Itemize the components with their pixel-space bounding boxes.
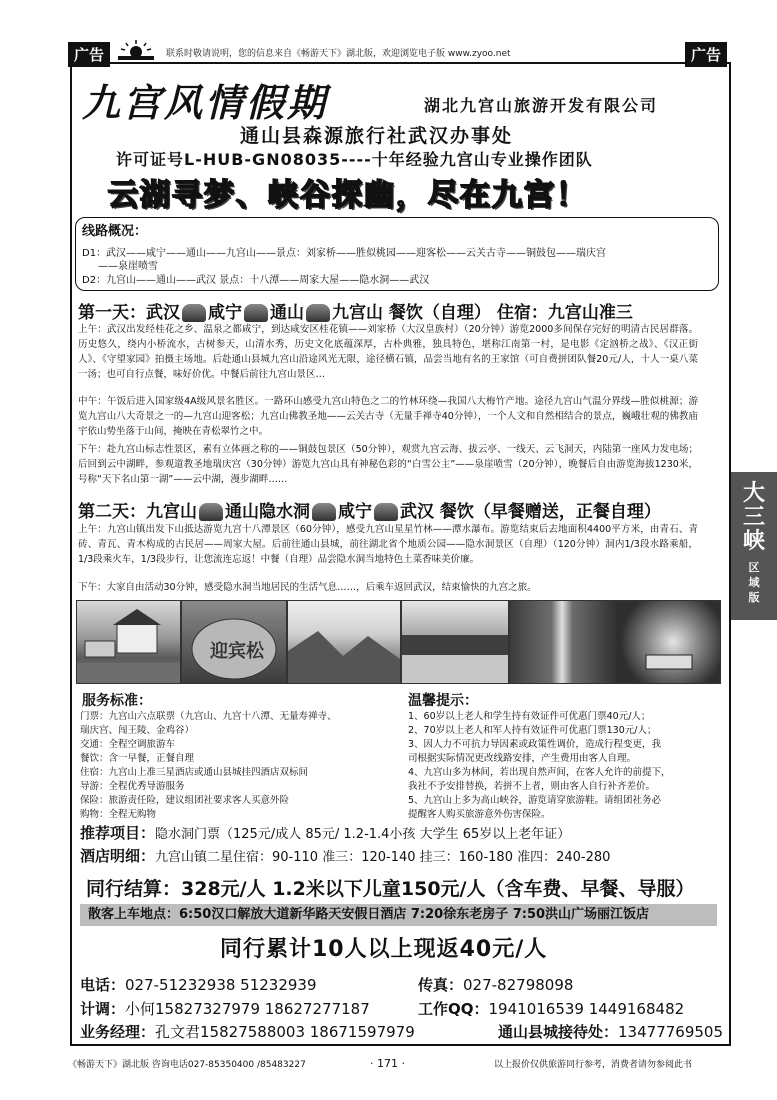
photo-village — [76, 600, 181, 684]
day2-heading-part1: 第二天：九宫山 — [78, 502, 197, 522]
service-title: 服务标准： — [82, 693, 152, 709]
planner-label: 计调： — [80, 1000, 126, 1018]
recommend-text: 隐水洞门票（125元/成人 85元/ 1.2-1.4小孩 大学生 65岁以上老年证） — [155, 827, 571, 842]
phone-label: 电话： — [80, 976, 126, 994]
ad-title: 九宫风情假期 — [82, 81, 329, 125]
recommend-label: 推荐项目： — [80, 824, 156, 842]
service-list — [80, 710, 337, 822]
phone-number: 027-51232938 51232939 — [125, 976, 317, 994]
day2-heading-part2: 通山隐水洞 — [225, 502, 310, 522]
company-name: 湖北九宫山旅游开发有限公司 — [424, 96, 659, 115]
tips-list — [408, 710, 671, 822]
day1-afternoon: 下午：赴九宫山标志性景区，素有立体画之称的——铜鼓包景区（50分钟），观赏九宫云海、拔云亭、一线天、云飞洞天，内陆第一座风力发电场；后回到云中湖畔，参观道教圣地瑞庆宫（30分钟）游览九宫山具有神秘色彩的“白雪公主”——泉崖喷雪（20分钟），晚餐后自由游览海拔1230米，号称“天下名山第一湖”——云中湖，漫步湖畔…… — [78, 444, 698, 485]
manager-contact: 孔文君15827588003 18671597979 — [155, 1023, 415, 1041]
route-heading: 线路概况： — [82, 224, 148, 239]
tips-title: 温馨提示： — [408, 693, 478, 709]
manager-line — [80, 1021, 415, 1042]
qq-label: 工作QQ： — [418, 1000, 489, 1018]
day1-heading-part1: 第一天：武汉 — [78, 303, 180, 323]
day1-heading — [78, 298, 633, 323]
tip-item: 提醒客人购买旅游意外伤害保险。 — [408, 809, 551, 820]
tip-item: 3、因人力不可抗力导因素或政策性调价，造成行程变更，我 — [408, 739, 662, 750]
fax-line — [418, 974, 573, 995]
license-line: 许可证号L-HUB-GN08035----十年经验九宫山专业操作团队 — [116, 150, 593, 169]
service-item: 瑞庆宫、闯王陵、金鸡谷） — [80, 725, 195, 736]
fax-label: 传真： — [418, 976, 464, 994]
magazine-logo — [118, 40, 154, 60]
tip-item: 4、九宫山多为林间，若出现自然声间，在客人允许的前提下， — [408, 767, 671, 778]
bus-icon — [374, 503, 398, 521]
footer-right: 以上报价仅供旅游同行参考，消费者请勿参阅此书 — [494, 1060, 693, 1070]
photo-cave-train — [615, 600, 721, 684]
recommend-line — [80, 822, 570, 843]
bus-icon — [312, 503, 336, 521]
ad-label-right: 广告 — [685, 42, 727, 67]
day2-afternoon: 下午：大家自由活动30分钟，感受隐水洞当地居民的生活气息……，后乘车返回武汉，结束愉快的九宫之旅。 — [78, 582, 537, 593]
reception-number: 13477769505 — [618, 1023, 723, 1041]
hotel-line — [80, 845, 610, 866]
qq-numbers: 1941016539 1449168482 — [488, 1000, 685, 1018]
slogan: 云湖寻梦、峡谷探幽，尽在九宫！ — [108, 178, 588, 213]
photo-welcome-pine-rock — [181, 600, 287, 684]
tip-item: 司根据实际情况更改线路安排，产生费用由客人自理。 — [408, 753, 637, 764]
rebate-line: 同行累计10人以上现返40元/人 — [220, 937, 548, 962]
day1-heading-part4: 九宫山 餐饮（自理） 住宿：九宫山准三 — [332, 303, 633, 323]
hotel-label: 酒店明细： — [80, 847, 156, 865]
bus-icon — [199, 503, 223, 521]
service-item: 保险：旅游责任险，建议组团社要求客人买意外险 — [80, 795, 290, 806]
day1-heading-part2: 咸宁 — [208, 303, 242, 323]
price-line: 同行结算：328元/人 1.2米以下儿童150元/人（含车费、早餐、导服） — [86, 878, 695, 900]
tip-item: 2、70岁以上老人和军人持有效证件可优惠门票130元/人； — [408, 725, 657, 736]
ad-label-left: 广告 — [68, 42, 110, 67]
page-number: · 171 · — [370, 1057, 405, 1070]
bus-icon — [244, 304, 268, 322]
photo-waterfall — [509, 600, 615, 684]
tip-item: 1、60岁以上老人和学生持有效证件可优惠门票40元/人； — [408, 711, 651, 722]
hotel-text: 九宫山镇二星住宿：90-110 准三：120-140 挂三：160-180 准四：240-280 — [155, 850, 611, 865]
service-item: 导游：全程优秀导游服务 — [80, 781, 185, 792]
pickup-locations: 散客上车地点：6:50汉口解放大道新华路天安假日酒店 7:20徐东老房子 7:50洪山广场丽江饭店 — [80, 904, 717, 926]
side-tab-big: 大三峡 — [742, 481, 765, 554]
day2-heading-part3: 咸宁 — [338, 502, 372, 522]
day1-morning: 上午：武汉出发经桂花之乡、温泉之都咸宁，到达咸安区桂花镇——刘家桥（大汉皇族村）（20分钟）游览2000多间保存完好的明清古民居群落。历史悠久，绕内小桥流水，古树参天，山清水秀，历史文化底蕴深厚，古朴典雅，独具特色，堪称江南第一村，是电影《定汹桥之战》、《汉正街人》、《守望家园》拍摄主场地。后赴通山县城九宫山沿途风光无限，途径横石镇，品尝当地有名的王家馆（可自费拼团队餐20元/人，十人一桌八菜一汤；也可自行点餐，味好价优。中餐后前往九宫山景区… — [78, 324, 698, 380]
day2-heading-part4: 武汉 餐饮（早餐赠送，正餐自理） — [400, 502, 661, 522]
route-d2: D2：九宫山——通山——武汉 景点：十八潭——周家大屋——隐水洞——武汉 — [82, 275, 430, 286]
service-item: 住宿：九宫山上准三星酒店或通山县城挂四酒店双标间 — [80, 767, 309, 778]
footer-left: 《畅游天下》湖北版 咨询电话027-85350400 /85483227 — [68, 1060, 306, 1070]
tip-item: 我社不予安排替换，若拼不上者，则由客人自行补齐差价。 — [408, 781, 656, 792]
qq-line — [418, 998, 684, 1019]
service-item: 交通：全程空调旅游车 — [80, 739, 176, 750]
bus-icon — [182, 304, 206, 322]
service-item: 餐饮：含一早餐，正餐自理 — [80, 753, 195, 764]
reception-label: 通山县城接待处： — [498, 1023, 619, 1041]
header-notice: 联系时敬请说明，您的信息来自《畅游天下》湖北版，欢迎浏览电子版 www.zyoo.net — [166, 49, 511, 59]
service-item: 购物：全程无购物 — [80, 809, 157, 820]
manager-label: 业务经理： — [80, 1023, 156, 1041]
day1-heading-part3: 通山 — [270, 303, 304, 323]
planner-line — [80, 998, 370, 1019]
reception-line — [498, 1021, 723, 1042]
region-side-tab — [731, 472, 777, 620]
planner-contact: 小何15827327979 18627277187 — [125, 1000, 370, 1018]
route-d1-cont: ——泉崖喷雪 — [98, 261, 158, 272]
fax-number: 027-82798098 — [463, 976, 574, 994]
route-d1: D1：武汉——咸宁——通山——九宫山——景点：刘家桥——胜似桃园——迎客松——云关古寺——铜鼓包——瑞庆宫 — [82, 248, 607, 259]
service-item: 门票：九宫山六点联票（九宫山、九宫十八潭、无量寿禅寺、 — [80, 711, 337, 722]
office-name: 通山县森源旅行社武汉办事处 — [240, 125, 514, 147]
photo-sea-of-clouds — [287, 600, 401, 684]
side-tab-small: 区域版 — [748, 561, 760, 604]
tip-item: 5、九宫山上多为高山峡谷，游览请穿旅游鞋。请组团社务必 — [408, 795, 662, 806]
day2-morning: 上午：九宫山镇出发下山抵达游览九宫十八潭景区（60分钟），感受九宫山星星竹林——潭水瀑布。游览结束后去地面积4400平方米，由青石、青砖、青瓦、青木构成的古民居——周家大屋。后前往通山县城，前往湖北省个地质公园——隐水洞景区（自理）（120分钟）洞内1/3段水路乘船，1/3段乘火车，1/3段步行，让您流连忘返！中餐（自理）品尝隐水洞当地特色土菜香味美价廉。 — [78, 524, 698, 565]
route-overview — [75, 217, 719, 291]
photo-lake — [401, 600, 509, 684]
day1-noon: 中午：午饭后进入国家级4A级风景名胜区。一路环山感受九宫山特色之二的竹林环绕—我国八大梅竹产地。途径九宫山气温分界线—胜似桃源；游览九宫山八大奇景之一的—九宫山迎客松；九宫山佛教圣地——云关古寺（无量手禅寺40分钟），一个人文和自然相结合的景点，巍峨壮观的佛教庙宇依山势坐落于山间，掩映在青松翠竹之中。 — [78, 396, 698, 437]
day2-heading — [78, 497, 661, 522]
phone-line — [80, 974, 317, 995]
bus-icon — [306, 304, 330, 322]
rock-inscription: 迎宾松 — [210, 641, 264, 662]
